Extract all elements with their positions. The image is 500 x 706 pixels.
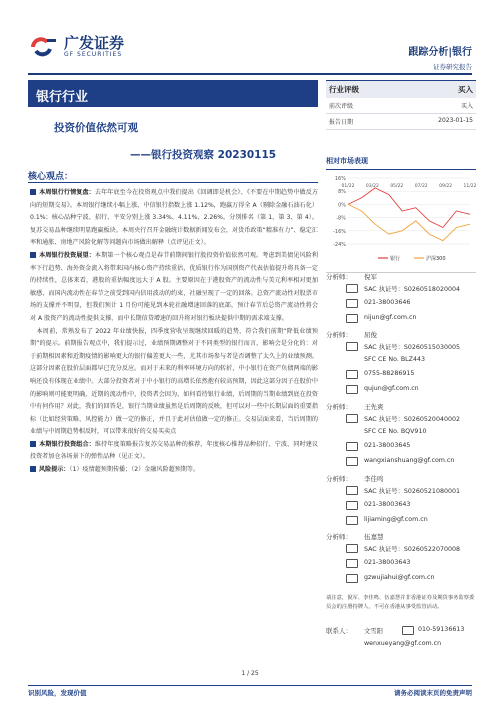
- id-card-icon: [346, 544, 358, 553]
- report-title: 投资价值依然可观: [54, 122, 138, 134]
- x-tick-label: 11/22: [463, 184, 476, 189]
- series-line: [348, 188, 470, 228]
- y-tick-label: -24%: [333, 242, 346, 248]
- performance-chart: [326, 174, 476, 266]
- paragraph-risk: 风险提示：（1）疫情超预期传播；（2）金融风险超预期等。: [30, 464, 318, 477]
- bullet-icon: [30, 189, 36, 195]
- id-card-icon: [346, 342, 358, 351]
- bullet-icon: [30, 441, 36, 447]
- paragraph-outlook: 本周银行投资展望：本期第一个核心观点是春节前期间银行股投资价值依然可观。考虑到美债见风险利率下行趋势、海外资金流入将带来国内核心资产持续重估，优质银行作为国别资产代表估值提升将具备一定的持续性，总体来看，港股的重估幅度远大于 A 股。主要原因在于港股资产的流动性与美元利率相对更加敏感，而国内流动性在春节之前受到国内信用波动的约束，社融呈现了一定的回落。总资产流动性对股票市场的支撑并不明显，但我们预计 1 月份可能见到本轮社融增速回落的底部，预计春节后总资产流动性将会对 A 股资产的流动性提供支撑，而中长期信贷增速的回升将对银行板块提供中期的需求端支撑。: [30, 251, 318, 322]
- x-tick-label: 09/22: [439, 184, 453, 189]
- series-line: [348, 204, 470, 240]
- performance-title: 相对市场表现: [326, 157, 368, 165]
- email-icon: [346, 385, 358, 394]
- email-icon: [346, 516, 358, 525]
- paragraph-review: 本周银行行情复盘：去年年底至今在投资观点中我们提出《回调即是机会》、《不要在中期趋势中做反方向的短期交易》。本周银行继续小幅上涨，中信银行指数上涨 1.12%，跑赢万得全 A（剔除金融石油石化）0.1%；核心品种宁波、招行、平安分别上涨 3.34%、4.11%、2.26%，分别排名（第 1、第 3、第 4）。复苏交易品种继续明显跑赢板块。本周央行召开金融统计数据新闻发布会，对货币政策“精准有力”、稳定汇率和通胀、房地产风险化解等问题向市场做出解释（点评见正文）。: [30, 189, 319, 247]
- logo-text-en: GF SECURITIES: [64, 51, 123, 58]
- performance-divider: [326, 169, 476, 170]
- id-card-icon: [346, 486, 358, 495]
- bullet-icon: [30, 466, 36, 472]
- email-icon: [346, 314, 358, 323]
- report-subtype: 证券研究报告: [433, 63, 472, 71]
- rating-header: 行业评级 买入: [326, 80, 476, 98]
- phone-icon: [346, 299, 358, 308]
- footer-slogan: 识别风险，发现价值: [28, 689, 87, 697]
- paragraph-portfolio: 本期银行投资组合：维持年度策略报告复苏交易品种的推荐，年度核心推荐品种招行、宁波、同时建议投资者加仓各场景下的弹性品种（见正文）。: [30, 440, 318, 461]
- legend-label: 银行: [390, 256, 401, 262]
- x-tick-label: 07/22: [414, 184, 428, 189]
- y-tick-label: -16%: [333, 228, 346, 235]
- logo-text-cn: 广发证券: [64, 34, 125, 52]
- analyst-card: 分析师： 李佳鸣 SAC 执证号：S0260521080001 021-38003643 lijiaming@gf.com.cn: [326, 475, 460, 523]
- email-icon: [346, 457, 358, 466]
- header-divider: [28, 73, 472, 75]
- footer-disclaimer-link[interactable]: 请务必阅读末页的免责声明: [394, 689, 472, 697]
- phone-icon: [346, 370, 358, 379]
- y-tick-label: 16%: [334, 176, 346, 182]
- phone-icon: [346, 559, 358, 568]
- core-views-body: [30, 187, 318, 477]
- analyst-list: [326, 272, 476, 666]
- y-tick-label: 8%: [338, 189, 346, 196]
- rating-row: 前次评级 买入: [326, 98, 476, 114]
- analyst-card: 分析师： 屈俊 SAC 执证号：S0260515030005 SFC CE No. BLZ443 0755-88286915 qujun@gf.com.cn: [326, 331, 460, 392]
- analyst-card: 分析师： 王先爽 SAC 执证号：S0260520040002 SFC CE No. BQV910 021-38003645 wangxianshuang@gf.com.cn: [326, 403, 460, 464]
- analyst-card: 分析师： 倪军 SAC 执证号：S0260518020004 021-38003646 nijun@gf.com.cn: [326, 273, 460, 321]
- industry-banner: 银行行业: [28, 80, 318, 107]
- id-card-icon: [346, 284, 358, 293]
- footer-divider: [28, 685, 472, 686]
- chart-svg: [326, 174, 476, 266]
- page-header: [0, 0, 500, 80]
- y-tick-label: 0%: [338, 202, 346, 209]
- report-type: 跟踪分析|银行: [408, 47, 472, 58]
- phone-icon: [346, 442, 358, 451]
- bullet-icon: [30, 252, 36, 258]
- core-views-heading: 核心观点：: [28, 172, 74, 182]
- sidebar: [326, 80, 476, 666]
- id-card-icon: [346, 414, 358, 423]
- report-subtitle: ——银行投资观察 20230115: [130, 149, 277, 161]
- email-icon: [346, 574, 358, 583]
- disclaimer-note: 请注意，倪军、李佳鸣、伍嘉慧并非香港证券及期货事务监察委员会的注册持牌人，不可在香港从事受监管活动。: [326, 595, 475, 610]
- y-tick-label: -8%: [336, 215, 346, 222]
- contact-card: 联系人： 文雪阳 010-59136613 wenxueyang@gf.com.cn: [326, 626, 465, 647]
- logo-mark-icon: [30, 36, 58, 58]
- phone-icon: [346, 501, 358, 510]
- x-tick-label: 01/22: [341, 184, 355, 189]
- paragraph-earnings: 本周前，常熟发布了 2022 年业绩快报，四季度营收呈现继续回暖的趋势，符合我们前期“降低业绩预期”的提示。前期报告观点中，我们提示过，业绩预期调整对于不同类型的银行而言，影响会是分化的：对于前期相因素和近期疫情的影响更大的银行偏差更大一些，尤其市场参与者是否调整了太久上的业绩预测。这部分因素在股价层面都早已充分反应。而对于未来的利率环境方向的转折，中小银行在资产负债两端的影响还没有体现在业绩中。大部分投资者对于中小银行的高增长依然抱有较高预期，因此这部分因子在股价中的影响则可能更明确，近期的流动性中，投资者会因为，如何看待银行业绩，后周期的当期业绩到底在投资中有何作用？对此，我们的回答是，银行当期业绩虽然是后周期的反映，但可以对一些中长期层面的重要指标（比如经营策略、风控能力）做一定的修正，并且于此对估值做一定的修正。交易层面来看，当后周期的业绩与中周期趋势相反时，可以带来很好的交易买卖点: [30, 327, 318, 436]
- rating-row: 报告日期 2023-01-15: [326, 114, 476, 130]
- legend-label: 沪深300: [426, 256, 446, 262]
- core-divider: [28, 182, 318, 183]
- page-number: 1 / 25: [241, 670, 259, 677]
- phone-icon: [402, 626, 414, 635]
- analyst-card: 分析师： 伍嘉慧 SAC 执证号：S0260522070008 021-38003643 gzwujiahui@gf.com.cn: [326, 533, 460, 581]
- x-tick-label: 03/22: [365, 184, 379, 189]
- x-tick-label: 05/22: [390, 184, 404, 189]
- company-logo: [30, 35, 124, 58]
